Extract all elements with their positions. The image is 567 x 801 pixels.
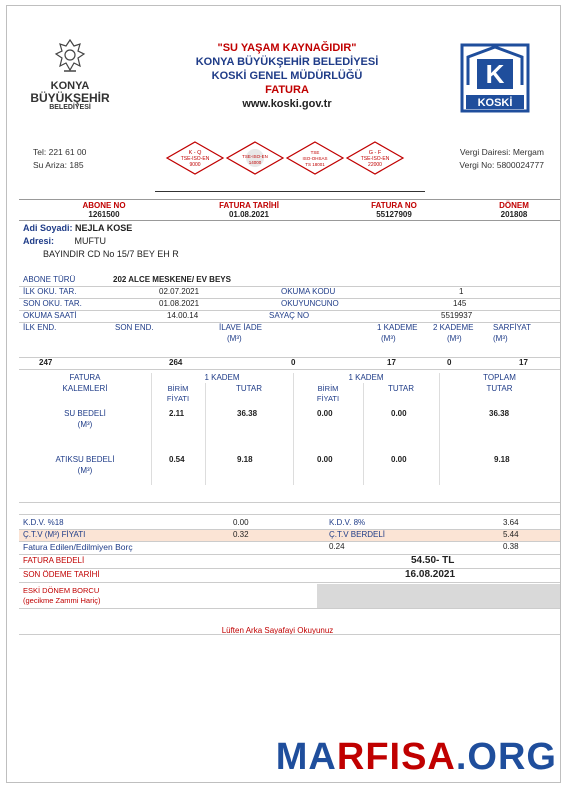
svg-text:K - Q: K - Q (188, 150, 202, 156)
svg-text:TSE-ISO-EN: TSE-ISO-EN (180, 156, 210, 162)
charge-row-su: SU BEDELİ (M³) 2.11 36.38 0.00 0.00 36.38 (64, 409, 510, 429)
cert-badge-ohsas (287, 142, 343, 174)
row-fatura-bedeli: FATURA BEDELİ 54.50- TL (19, 555, 560, 569)
row-son-odeme: SON ÖDEME TARİHİ 16.08.2021 (19, 569, 560, 583)
donem: 201808 (500, 210, 528, 219)
adres2: BAYINDIR CD No 15/7 BEY EH R (43, 249, 179, 259)
svg-text:9000: 9000 (189, 162, 201, 168)
abone-no: 1261500 (88, 210, 120, 219)
row-eski-borc: ESKİ DÖNEM BORCU (gecikme Zammi Hariç) (19, 584, 560, 609)
svg-text:TSE-ISO-EN: TSE-ISO-EN (242, 154, 268, 159)
row-abone-turu: ABONE TÜRÜ 202 ALCE MESKENE/ EV BEYS (19, 275, 560, 287)
svg-text:TSE: TSE (310, 150, 320, 155)
row-ctv: Ç.T.V (M³) FİYATI 0.32 Ç.T.V BERDELİ 5.44 (19, 530, 560, 542)
ariza: Su Ariza: 185 (33, 160, 84, 170)
adres1: MUFTU (74, 236, 107, 246)
konya-logo (25, 36, 115, 112)
koski-text: KOSKİ (477, 97, 513, 109)
contact-info (33, 146, 86, 172)
adres-label: Adresi: (23, 236, 55, 246)
svg-text:ISO-OHSAS: ISO-OHSAS (302, 156, 328, 161)
svg-text:K: K (485, 59, 505, 89)
eski-borc-box (317, 584, 560, 608)
cert-badge-iso9000 (167, 142, 223, 174)
svg-text:TS 18001: TS 18001 (305, 162, 325, 167)
municipality-name: KONYA BÜYÜKŞEHİR BELEDİYESİ (195, 56, 379, 68)
adi: NEJLA KOSE (75, 223, 133, 233)
cert-badge-iso22000 (347, 142, 403, 174)
fatura-no-label: FATURA NO (371, 201, 417, 210)
abone-no-label: ABONE NO (82, 201, 126, 210)
row-endeks-values: 247 264 0 17 0 17 (19, 358, 560, 370)
invoice-page (6, 5, 561, 783)
charges-table: FATURA KALEMLERİ 1 KADEM 1 KADEM TOPLAM TUTAR BİRİM FİYATI TUTAR BİRİM FİYATI TUTAR SU BEDELİ (M³) 2.11 36.38 0.00 0.00 36.38 ATIKSU BEDELİ (M³) 0.54 9.18 0.00 0.00 9.18 (19, 373, 560, 485)
svg-text:14000: 14000 (248, 160, 262, 165)
row-son-okuma: SON OKU. TAR. 01.08.2021 OKUYUNCUNO 145 (19, 299, 560, 311)
divider (155, 191, 425, 192)
belediyesi-label: BELEDİYESİ (49, 104, 91, 111)
adi-label: Adi Soyadi: (23, 223, 73, 233)
row-endeks-header: İLK END. SON END. İLAVE İADE (M³) 1 KADEME (M³) 2 KADEME (M³) SARFİYAT (M³) (19, 323, 560, 358)
vergi-no: Vergi No: 5800024777 (459, 160, 544, 170)
buyuksehir-label: BÜYÜKŞEHİR (30, 91, 110, 105)
charge-row-atiksu: ATIKSU BEDELİ (M³) 0.54 9.18 0.00 0.00 9.18 (55, 455, 510, 475)
koski-logo-icon (460, 43, 530, 113)
row-kdv: K.D.V. %18 0.00 K.D.V. 8% 3.64 (19, 518, 560, 530)
website-link[interactable]: www.koski.gov.tr (242, 98, 332, 110)
tel: Tel: 221 61 00 (33, 147, 87, 157)
konya-seal-icon (50, 36, 90, 76)
customer-block (23, 222, 179, 261)
back-page-note: Lüften Arka Sayafayi Okuyunuz (221, 626, 334, 635)
row-okuma-saati: OKUMA SAATİ 14.00.14 SAYAÇ NO 5519937 (19, 311, 560, 323)
slogan: "SU YAŞAM KAYNAĞIDIR" (217, 42, 357, 54)
cert-badge-iso14000 (227, 142, 283, 174)
directorate-name: KOSKİ GENEL MÜDÜRLÜĞÜ (211, 70, 363, 82)
svg-text:22000: 22000 (368, 162, 382, 168)
vergi-dairesi: Vergi Dairesi: Mergam (459, 147, 544, 157)
invoice-info-bar (19, 199, 560, 221)
row-ilk-okuma: İLK OKU. TAR. 02.07.2021 OKUMA KODU 1 (19, 287, 560, 299)
doc-type: FATURA (265, 84, 309, 96)
tax-info (459, 146, 544, 172)
donem-label: DÖNEM (499, 201, 529, 210)
row-borc: Fatura Edilen/Edilmiyen Borç 0.24 0.38 (19, 542, 560, 555)
fatura-tarihi-label: FATURA TARİHİ (219, 201, 279, 210)
header-title-block (187, 41, 387, 111)
marfisa-watermark: MARFISA.ORG (275, 736, 557, 778)
konya-label: KONYA (50, 80, 90, 92)
svg-text:TSE-ISO-EN: TSE-ISO-EN (360, 156, 390, 162)
svg-text:G - F: G - F (368, 150, 382, 156)
certification-badges (165, 140, 405, 176)
fatura-tarihi: 01.08.2021 (228, 210, 270, 219)
fatura-no: 55127909 (376, 210, 412, 219)
